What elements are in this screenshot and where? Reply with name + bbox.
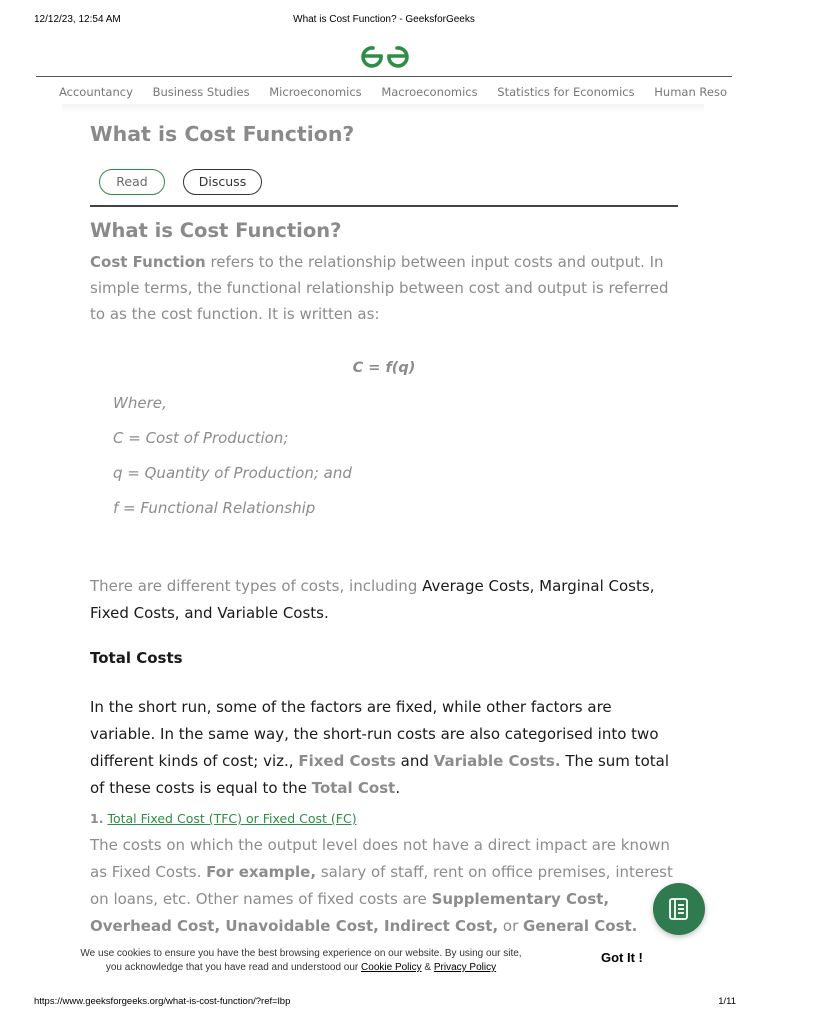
tabs-divider — [90, 205, 678, 207]
print-page-title: What is Cost Function? - GeeksforGeeks — [293, 14, 475, 25]
cost-formula: C = f(q) — [352, 360, 416, 376]
list-item-fixed-cost — [90, 811, 357, 826]
got-it-button[interactable]: Got It ! — [601, 950, 643, 965]
term-total-cost: Total Cost — [311, 779, 396, 797]
print-url: https://www.geeksforgeeks.org/what-is-cost-function/?ref=lbp — [34, 996, 291, 1007]
fc-text-2: salary of staff, rent on office premises, interest on loans, etc. Other names of fixed costs are — [90, 863, 673, 908]
print-header — [0, 14, 768, 30]
where-line-3: q = Quantity of Production; and — [113, 464, 352, 482]
fc-or: or — [498, 917, 524, 935]
short-run-paragraph — [90, 694, 680, 802]
header-divider — [36, 76, 732, 77]
total-costs-heading: Total Costs — [90, 649, 183, 667]
fc-text-1: The costs on which the output level does not have a direct impact are known as Fixed Costs. — [90, 836, 670, 881]
short-run-text-2: The sum total of these costs is equal to the — [90, 752, 669, 797]
category-nav — [59, 82, 727, 104]
intro-text: refers to the relationship between input costs and output. In simple terms, the functional relationship between cost and output is referred to as the cost function. It is written as: — [90, 253, 669, 323]
print-page-number: 1/11 — [718, 996, 736, 1007]
fc-names: Supplementary Cost, Overhead Cost, Unavoidable Cost, Indirect Cost, — [90, 890, 610, 935]
short-run-text-1: In the short run, some of the factors are fixed, while other factors are variable. In the same way, the short-run costs are also categorised into two different kinds of cost; viz., — [90, 698, 659, 770]
where-line-1: Where, — [113, 394, 167, 412]
gfg-logo-icon[interactable] — [360, 44, 410, 68]
cookie-policy-link[interactable]: Cookie Policy — [361, 962, 422, 973]
nav-item-business-studies[interactable]: Business Studies — [152, 85, 250, 99]
reader-mode-button[interactable] — [653, 883, 705, 935]
cookie-amp: & — [421, 962, 434, 973]
fc-general: General Cost. — [523, 917, 638, 935]
where-line-4: f = Functional Relationship — [113, 499, 316, 517]
print-datetime: 12/12/23, 12:54 AM — [34, 14, 121, 25]
cookie-line-1: We use cookies to ensure you have the best browsing experience on our website. By using our site, — [80, 948, 522, 959]
page-title: What is Cost Function? — [90, 122, 355, 146]
list-number: 1. — [90, 811, 104, 826]
cookie-line-2-text: you acknowledge that you have read and understood our — [105, 962, 362, 973]
fixed-cost-link[interactable]: Total Fixed Cost (TFC) or Fixed Cost (FC) — [107, 811, 357, 826]
article-heading: What is Cost Function? — [90, 219, 342, 242]
tab-read[interactable]: Read — [99, 169, 165, 195]
fc-example: For example, — [206, 863, 317, 881]
nav-shadow — [62, 104, 704, 112]
nav-item-statistics-for-economics[interactable]: Statistics for Economics — [497, 85, 635, 99]
nav-item-human-resource[interactable]: Human Reso — [654, 85, 727, 99]
cookie-banner — [56, 947, 546, 975]
reader-mode-icon — [668, 897, 690, 921]
privacy-policy-link[interactable]: Privacy Policy — [433, 962, 497, 973]
nav-item-macroeconomics[interactable]: Macroeconomics — [381, 85, 478, 99]
nav-item-microeconomics[interactable]: Microeconomics — [269, 85, 362, 99]
fixed-cost-paragraph — [90, 832, 680, 940]
term-cost-function: Cost Function — [90, 253, 206, 271]
tab-discuss[interactable]: Discuss — [183, 169, 262, 195]
period: . — [395, 779, 401, 797]
nav-item-accountancy[interactable]: Accountancy — [59, 85, 133, 99]
types-list: Average Costs, Marginal Costs, Fixed Costs, and Variable Costs. — [90, 577, 655, 622]
types-paragraph — [90, 573, 680, 627]
term-fixed-costs: Fixed Costs — [298, 752, 396, 770]
types-intro: There are different types of costs, including — [90, 577, 423, 595]
and-text: and — [395, 752, 434, 770]
term-variable-costs: Variable Costs. — [433, 752, 561, 770]
intro-paragraph — [90, 249, 680, 327]
cookie-line-2 — [56, 961, 546, 975]
where-line-2: C = Cost of Production; — [113, 429, 289, 447]
